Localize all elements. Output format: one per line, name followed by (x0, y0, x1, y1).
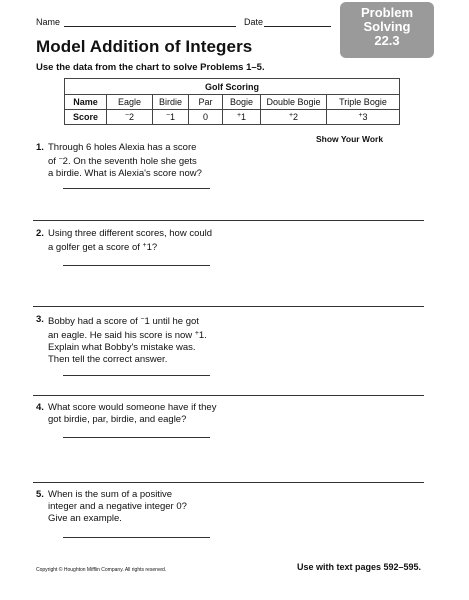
score-sign: − (124, 112, 130, 119)
header-name-cell: Name (65, 95, 107, 110)
problem-number: 5. (36, 489, 44, 500)
show-your-work-label: Show Your Work (316, 134, 384, 144)
col-triple-bogie: Triple Bogie (327, 95, 400, 110)
problem-line: What score would someone have if they (48, 402, 217, 413)
name-field-line[interactable] (64, 26, 236, 27)
problem-2 (36, 228, 236, 254)
problem-line: Using three different scores, how could (48, 228, 213, 239)
table-score-row (65, 110, 400, 125)
sign: + (142, 242, 147, 249)
score-value: 3 (362, 112, 368, 122)
problem-line: got birdie, par, birdie, and eagle? (48, 414, 187, 425)
name-label: Name (36, 17, 61, 27)
score-birdie (153, 110, 189, 125)
page-title: Model Addition of Integers (36, 37, 253, 56)
text-segment: 2. On the seventh hole she gets (62, 156, 197, 167)
col-double-bogie: Double Bogie (261, 95, 327, 110)
score-double-bogie (261, 110, 327, 125)
score-eagle (107, 110, 153, 125)
score-sign: − (165, 112, 171, 119)
text-segment: 1? (146, 242, 158, 253)
golf-scoring-table (64, 78, 400, 125)
copyright-notice: Copyright © Houghton Mifflin Company. All rights reserved. (36, 567, 167, 573)
text-segment: Bobby had a score of (48, 316, 141, 327)
badge-line-3: 22.3 (374, 33, 400, 48)
problem-3 (36, 314, 236, 366)
text-segment: a golfer get a score of (48, 242, 143, 253)
table-caption: Golf Scoring (65, 79, 400, 95)
score-bogie (223, 110, 261, 125)
table-header-row (65, 95, 400, 110)
problem-number: 4. (36, 402, 44, 413)
problem-5 (36, 489, 236, 525)
score-label-cell: Score (65, 110, 107, 125)
problem-line: Then tell the correct answer. (48, 354, 168, 365)
problem-number: 2. (36, 228, 44, 239)
sign: − (140, 316, 145, 323)
problem-line: Explain what Bobby's mistake was. (48, 342, 196, 353)
problem-line: a birdie. What is Alexia's score now? (48, 168, 202, 179)
col-bogie: Bogie (223, 95, 261, 110)
text-segment: 1. (198, 330, 207, 341)
answer-line-4[interactable] (63, 437, 210, 438)
problem-line: Through 6 holes Alexia has a score (48, 142, 197, 153)
problem-line: integer and a negative integer 0? (48, 501, 187, 512)
problem-4 (36, 402, 236, 426)
sign: + (194, 330, 199, 337)
score-value: 1 (170, 112, 176, 122)
score-sign: + (236, 112, 242, 119)
score-triple-bogie (327, 110, 400, 125)
problem-line: Give an example. (48, 513, 122, 524)
col-birdie: Birdie (153, 95, 189, 110)
separator (33, 220, 424, 221)
problem-number: 3. (36, 314, 44, 325)
score-value: 2 (129, 112, 135, 122)
problem-solving-badge (340, 2, 434, 58)
sign: − (58, 156, 63, 163)
answer-line-5[interactable] (63, 537, 210, 538)
answer-line-1[interactable] (63, 188, 210, 189)
score-sign: + (358, 112, 363, 119)
problem-line: When is the sum of a positive (48, 489, 173, 500)
badge-line-1: Problem (360, 5, 413, 20)
badge-line-2: Solving (363, 19, 411, 34)
answer-line-2[interactable] (63, 265, 210, 266)
problem-line (48, 314, 228, 328)
text-segment: an eagle. He said his score is now (48, 330, 195, 341)
col-par: Par (189, 95, 223, 110)
date-label: Date (244, 17, 264, 27)
col-eagle: Eagle (107, 95, 153, 110)
separator (33, 482, 424, 483)
text-segment: of (48, 156, 59, 167)
date-field-line[interactable] (264, 26, 331, 27)
problem-1 (36, 142, 236, 180)
score-sign: + (288, 112, 294, 119)
answer-line-3[interactable] (63, 375, 210, 376)
score-value: 0 (202, 112, 208, 122)
separator (33, 395, 424, 396)
instructions: Use the data from the chart to solve Problems 1–5. (36, 62, 265, 73)
score-value: 2 (293, 112, 299, 122)
text-segment: 1 until he got (144, 316, 199, 327)
separator (33, 306, 424, 307)
score-par (189, 110, 223, 125)
problem-line (48, 240, 228, 254)
text-pages-reference: Use with text pages 592–595. (297, 562, 422, 572)
problem-number: 1. (36, 142, 44, 153)
problem-line (48, 328, 228, 342)
problem-line (48, 154, 228, 168)
score-value: 1 (241, 112, 247, 122)
